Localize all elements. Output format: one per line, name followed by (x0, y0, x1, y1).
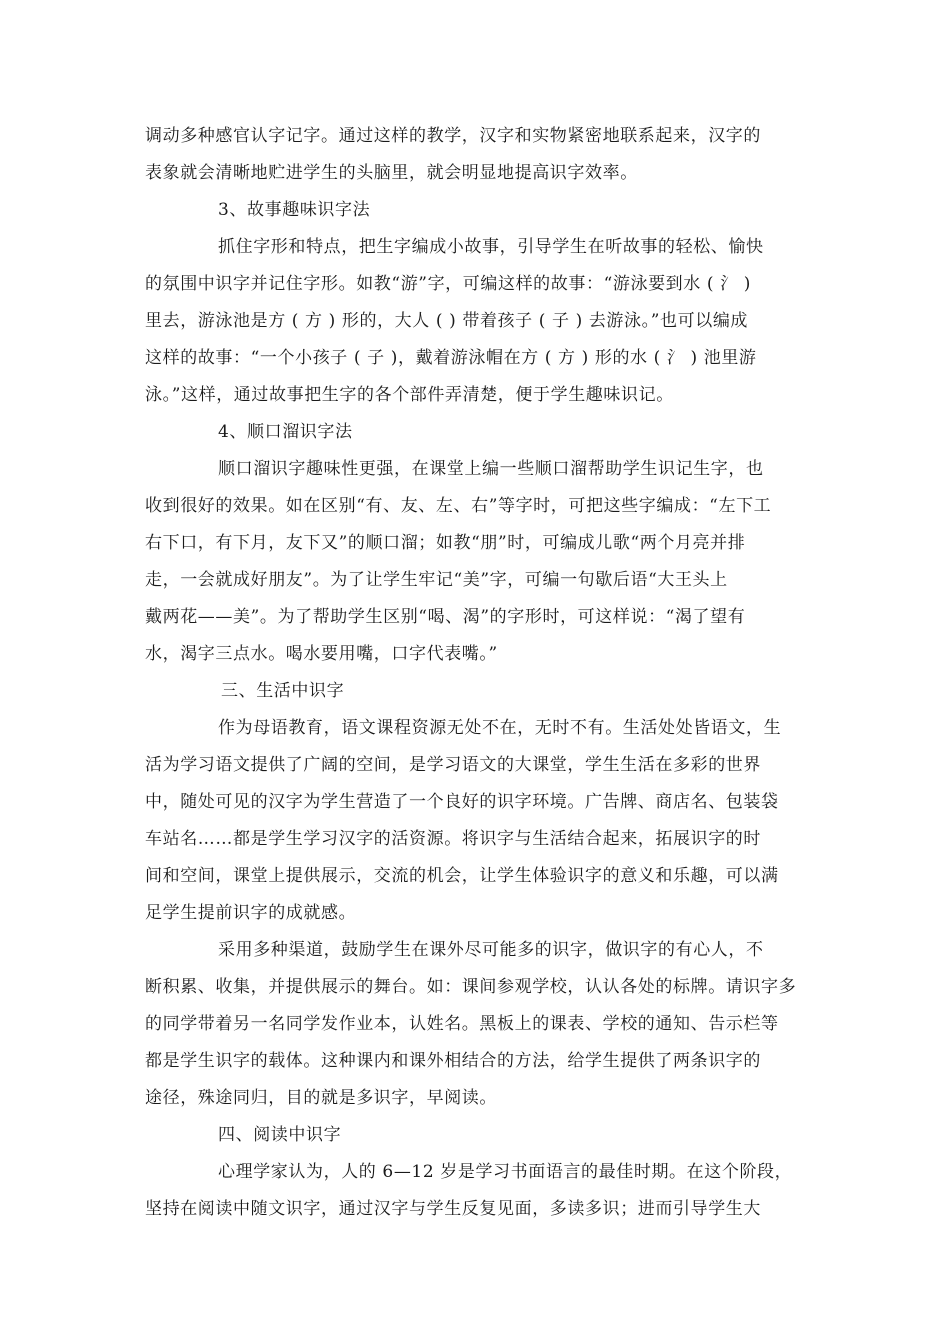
paragraph-line: 坚持在阅读中随文识字，通过汉字与学生反复见面，多读多识；进而引导学生大 (145, 1199, 761, 1219)
paragraph-line: 心理学家认为，人的 6—12 岁是学习书面语言的最佳时期。在这个阶段， (218, 1162, 793, 1182)
paragraph-line: 泳。”这样，通过故事把生字的各个部件弄清楚，便于学生趣味识记。 (145, 385, 674, 405)
paragraph-line: 途径，殊途同归，目的就是多识字，早阅读。 (145, 1088, 497, 1108)
paragraph-line: 间和空间，课堂上提供展示，交流的机会，让学生体验识字的意义和乐趣，可以满 (145, 866, 779, 886)
paragraph-line: 走，一会就成好朋友”。为了让学生牢记“美”字，可编一句歇后语“大王头上 (145, 570, 728, 590)
paragraph-line: 中，随处可见的汉字为学生营造了一个良好的识字环境。广告牌、商店名、包装袋 (145, 792, 779, 812)
paragraph-line: 的同学带着另一名同学发作业本，认姓名。黑板上的课表、学校的通知、告示栏等 (145, 1014, 779, 1034)
paragraph-line: 都是学生识字的载体。这种课内和课外相结合的方法，给学生提供了两条识字的 (145, 1051, 761, 1071)
paragraph-line: 这样的故事：“一个小孩子 ( 子 )，戴着游泳帽在方 ( 方 ) 形的水 ( 氵 ) 池里游 (145, 348, 757, 368)
section-heading: 4、顺口溜识字法 (218, 422, 353, 442)
section-heading: 四、阅读中识字 (218, 1125, 342, 1145)
paragraph-line: 采用多种渠道，鼓励学生在课外尽可能多的识字，做识字的有心人，不 (218, 940, 764, 960)
paragraph-line: 作为母语教育，语文课程资源无处不在，无时不有。生活处处皆语文，生 (218, 718, 782, 738)
section-heading: 三、生活中识字 (221, 681, 345, 701)
paragraph-line: 活为学习语文提供了广阔的空间，是学习语文的大课堂，学生生活在多彩的世界 (145, 755, 761, 775)
paragraph-line: 里去，游泳池是方 ( 方 ) 形的，大人 ( ) 带着孩子 ( 子 ) 去游泳。”也可以编成 (145, 311, 749, 331)
paragraph-line: 表象就会清晰地贮进学生的头脑里，就会明显地提高识字效率。 (145, 163, 638, 183)
paragraph-line: 抓住字形和特点，把生字编成小故事，引导学生在听故事的轻松、愉快 (218, 237, 764, 257)
paragraph-line: 水，渴字三点水。喝水要用嘴，口字代表嘴。” (145, 644, 498, 664)
paragraph-line: 足学生提前识字的成就感。 (145, 903, 357, 923)
paragraph-line: 右下口，有下月，友下又”的顺口溜；如教“朋”时，可编成儿歌“两个月亮并排 (145, 533, 746, 553)
paragraph-line: 调动多种感官认字记字。通过这样的教学，汉字和实物紧密地联系起来，汉字的 (145, 126, 761, 146)
paragraph-line: 收到很好的效果。如在区别“有、友、左、右”等字时，可把这些字编成：“左下工 (145, 496, 772, 516)
paragraph-line: 断积累、收集，并提供展示的舞台。如：课间参观学校，认认各处的标牌。请识字多 (145, 977, 797, 997)
paragraph-line: 顺口溜识字趣味性更强，在课堂上编一些顺口溜帮助学生识记生字，也 (218, 459, 764, 479)
paragraph-line: 车站名……都是学生学习汉字的活资源。将识字与生活结合起来，拓展识字的时 (145, 829, 761, 849)
document-page (145, 118, 809, 1228)
paragraph-line: 戴两花——美”。为了帮助学生区别“喝、渴”的字形时，可这样说：“渴了望有 (145, 607, 746, 627)
section-heading: 3、故事趣味识字法 (218, 200, 371, 220)
paragraph-line: 的氛围中识字并记住字形。如教“游”字，可编这样的故事：“游泳要到水 ( 氵 ) (145, 274, 751, 294)
